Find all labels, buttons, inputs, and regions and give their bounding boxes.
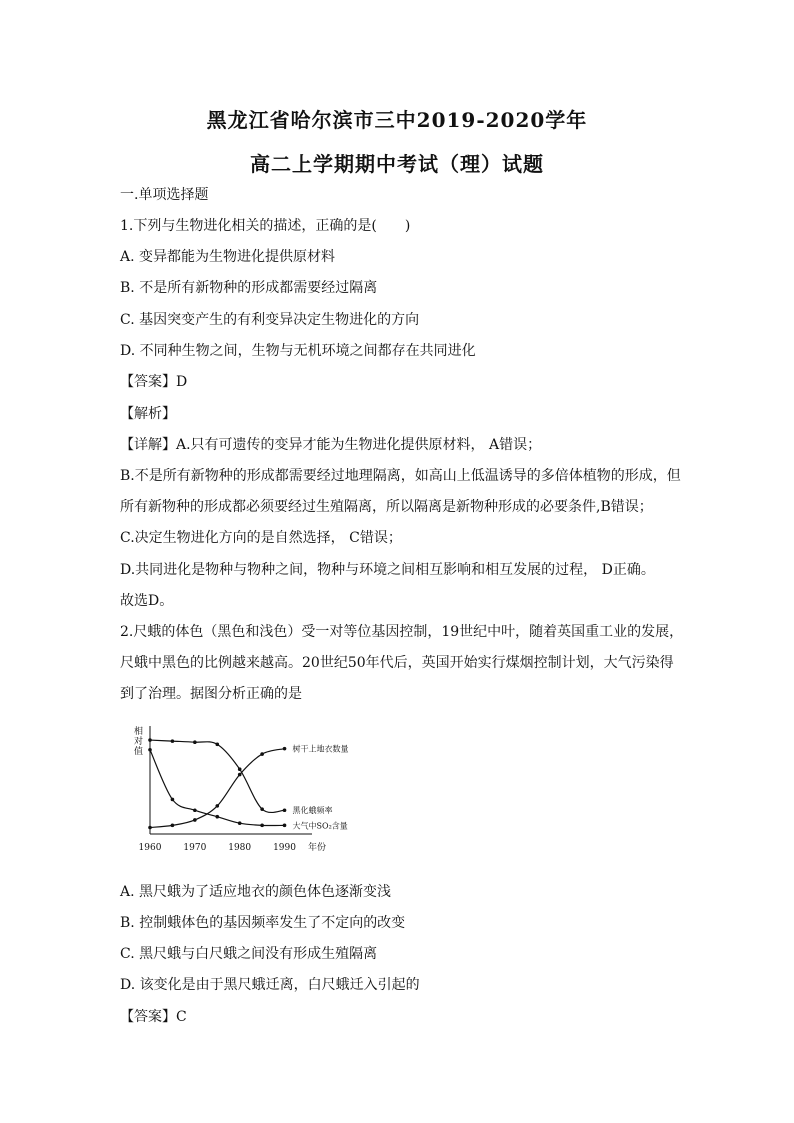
series-point-1 — [260, 807, 264, 811]
x-tick-label: 1970 — [183, 843, 207, 853]
series-point-2 — [171, 798, 175, 802]
chart-lines — [148, 738, 286, 829]
q2-stem-line: 到了治理。据图分析正确的是 — [120, 686, 302, 702]
moth-chart — [120, 722, 380, 867]
q1-answer: 【答案】D — [120, 374, 188, 390]
series-point-1 — [193, 740, 197, 744]
q2-option-b: B. 控制蛾体色的基因频率发生了不定向的改变 — [120, 915, 406, 931]
chart-axes — [150, 726, 312, 834]
q2-option-c: C. 黑尺蛾与白尺蛾之间没有形成生殖隔离 — [120, 946, 378, 962]
series-point-2 — [283, 824, 287, 828]
q2-answer: 【答案】C — [120, 1009, 187, 1025]
q2-option-a: A. 黑尺蛾为了适应地衣的颜色体色逐渐变浅 — [120, 884, 392, 900]
series-point-2 — [215, 815, 219, 819]
series-point-0 — [215, 804, 219, 808]
x-tick-label: 1980 — [228, 843, 252, 853]
y-axis-label: 相对值 — [134, 727, 144, 757]
q1-option-a: A. 变异都能为生物进化提供原材料 — [120, 249, 336, 265]
q1-stem: 1.下列与生物进化相关的描述，正确的是( ) — [120, 218, 411, 234]
q1-option-d: D. 不同种生物之间，生物与无机环境之间都存在共同进化 — [120, 343, 476, 359]
q1-detail-line: B.不是所有新物种的形成都需要经过地理隔离，如高山上低温诱导的多倍体植物的形成，但 — [120, 468, 681, 484]
series-line-2 — [150, 750, 285, 826]
series-point-1 — [238, 767, 242, 771]
q1-detail-line: D.共同进化是物种与物种之间，物种与环境之间相互影响和相互发展的过程， D正确。 — [120, 562, 655, 578]
series-point-2 — [260, 824, 264, 828]
q1-option-c: C. 基因突变产生的有利变异决定生物进化的方向 — [120, 312, 420, 328]
series-point-0 — [171, 824, 175, 828]
series-point-2 — [238, 821, 242, 825]
series-point-1 — [215, 743, 219, 747]
document-title-line2: 高二上学期期中考试（理）试题 — [250, 152, 544, 176]
x-tick-label: 1960 — [138, 843, 162, 853]
series-point-2 — [148, 748, 152, 752]
q1-option-b: B. 不是所有新物种的形成都需要经过隔离 — [120, 280, 378, 296]
series-point-0 — [260, 752, 264, 756]
x-axis-label: 年份 — [308, 843, 327, 853]
q1-detail-line: C.决定生物进化方向的是自然选择， C错误； — [120, 530, 402, 546]
series-label-2: 大气中SO₂含量 — [292, 821, 348, 831]
document-title-line1: 黑龙江省哈尔滨市三中2019-2020学年 — [206, 108, 588, 132]
series-point-2 — [193, 808, 197, 812]
series-point-1 — [283, 808, 287, 812]
series-point-0 — [283, 747, 287, 751]
series-point-0 — [193, 818, 197, 822]
series-point-0 — [148, 826, 152, 830]
x-tick-label: 1990 — [273, 843, 296, 853]
series-line-1 — [150, 740, 285, 812]
q1-analysis-heading: 【解析】 — [120, 406, 176, 422]
q1-detail-line: 故选D。 — [120, 593, 174, 609]
section-heading: 一.单项选择题 — [120, 187, 209, 203]
q2-option-d: D. 该变化是由于黑尺蛾迁离，白尺蛾迁入引起的 — [120, 977, 420, 993]
q1-detail-line: 所有新物种的形成都必须要经过生殖隔离，所以隔离是新物种形成的必要条件,B错误； — [120, 499, 653, 515]
series-label-0: 树干上地衣数量 — [292, 744, 349, 754]
series-label-1: 黑化蛾频率 — [292, 806, 333, 816]
series-point-0 — [238, 773, 242, 777]
q2-stem-line: 2.尺蛾的体色（黑色和浅色）受一对等位基因控制，19世纪中叶，随着英国重工业的发展， — [120, 624, 684, 640]
series-point-1 — [171, 739, 175, 743]
q1-detail-line: 【详解】A.只有可遗传的变异才能为生物进化提供原材料， A错误； — [120, 437, 542, 453]
series-point-1 — [148, 738, 152, 742]
q2-stem-line: 尺蛾中黑色的比例越来越高。20世纪50年代后，英国开始实行煤烟控制计划，大气污染得 — [120, 655, 674, 671]
